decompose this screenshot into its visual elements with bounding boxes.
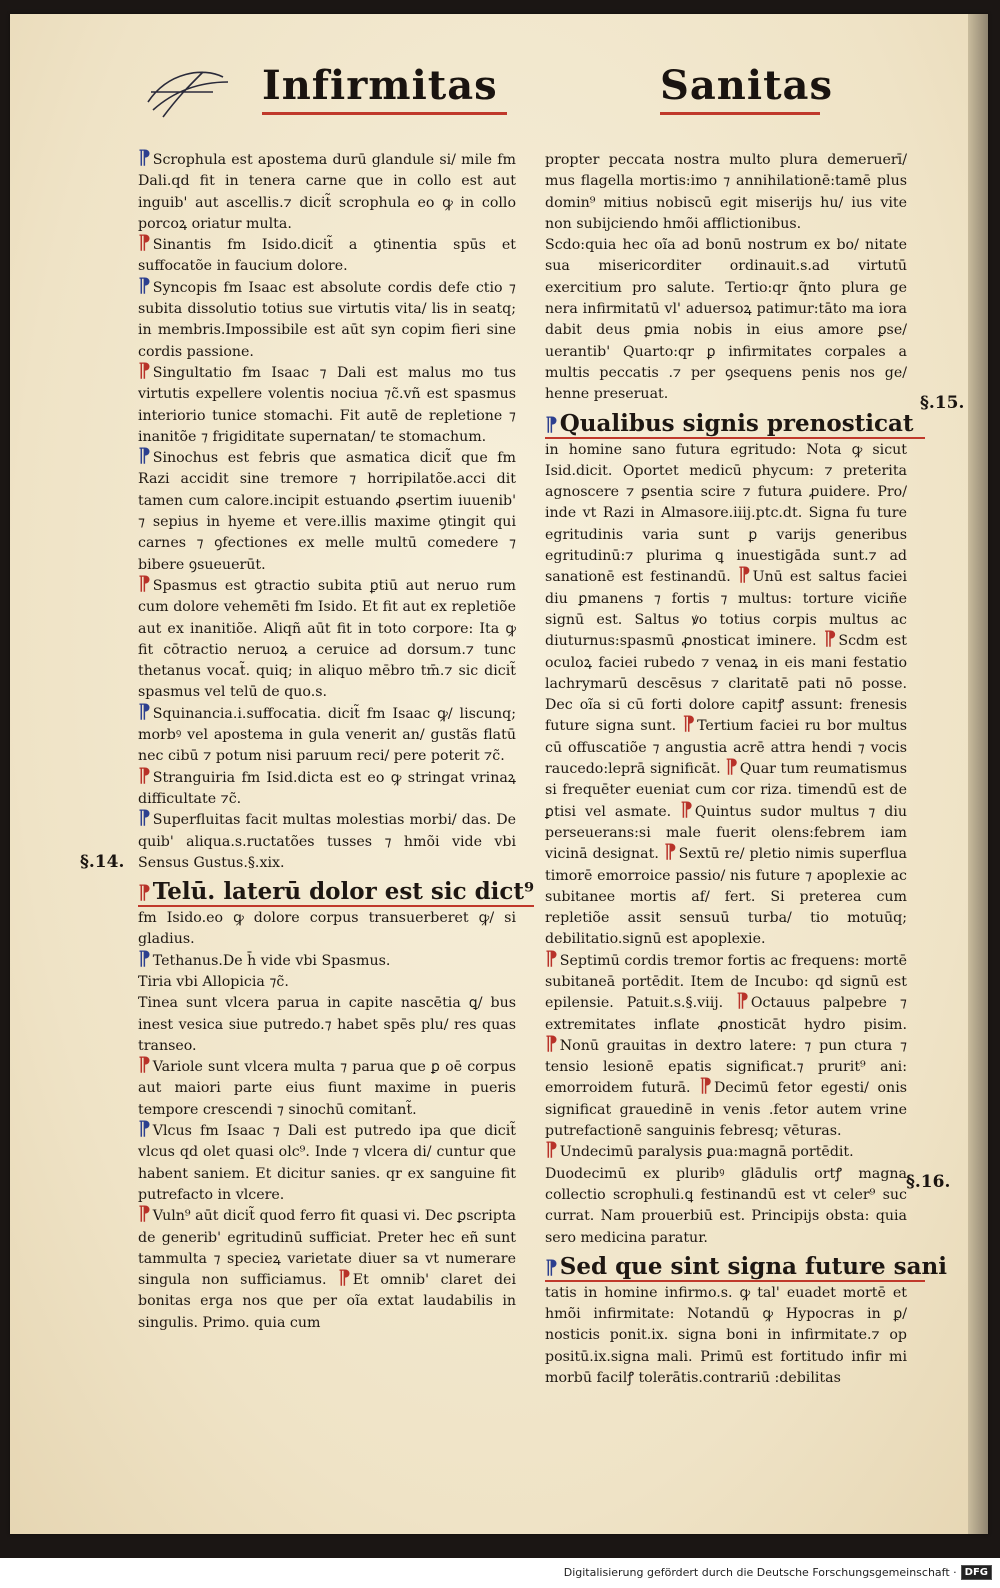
running-head-right: Sanitas (660, 62, 833, 109)
paragraph-mark-icon: ⁋ (138, 945, 151, 970)
running-head-right-rule (660, 112, 820, 115)
entry-tethanus: ⁋ Tethanus.De h̄ vide vbi Spasmus. (138, 945, 391, 970)
paragraph-mark-icon: ⁋ (545, 411, 558, 436)
paragraph-mark-icon: ⁋ (138, 145, 151, 169)
entry-superfluitas: ⁋ Superfluitas facit multas molestias morbi/ das. De quib' aliqua.s.ructatões tusses ⁊ hmõi vide vbi Sensus Gustus.§.xix. (138, 805, 516, 871)
footer-credit (564, 1565, 992, 1580)
paragraph-mark-icon: ⁋ (138, 272, 151, 297)
heading-signa-sanitatis: ⁋Sed que sint signa future sani (545, 1252, 947, 1280)
entry-syncopis: ⁋ Syncopis fm Isaac est absolute cordis defe ctio ⁊ subita dissolutio totius sue virtutis vita/ lis in seatq; in membris.Impossibile est aūt syn copim fieri sine cordis passione. (138, 272, 516, 360)
paragraph-mark-icon: ⁋ (138, 1052, 151, 1077)
section-mark-15: §.15. (920, 393, 965, 413)
heading-telum: ⁋Telū. laterū dolor est sic dict⁹ (138, 878, 535, 906)
paragraph-mark-icon: ⁋ (545, 1137, 558, 1162)
paragraph-mark-icon: ⁋ (699, 1073, 712, 1098)
entry-duodecimum: Duodecimū ex pluribꝰ glādulis ortꝭ magna collectio scrophuli.ꝗ festinandū est vt celer⁹ suc currat. Nam prouerbiū est. Principijs obsta: quia sero medicina paratur. (545, 1165, 907, 1246)
entry-telum-text: fm Isido.eo ꝙ dolore corpus transuerberet ꝙ/ si gladius. (138, 910, 516, 948)
section-mark-14: §.14. (80, 852, 125, 872)
entry-variole: ⁋ Variole sunt vlcera multa ⁊ parua que ꝑ oē corpus aut maiori parte eius fiunt maxime in pueris tempore crescendi ⁊ sinochū comitant̃. (138, 1052, 516, 1118)
paragraph-mark-icon: ⁋ (545, 945, 558, 970)
paragraph-mark-icon: ⁋ (138, 230, 151, 255)
entry-singultatio: ⁋ Singultatio fm Isaac ⁊ Dali est malus mo tus virtutis expellere volentis nociua ⁊c̃.vñ est spasmus interiorio tunice stomachi. Fit autē de repletione ⁊ inanitõe ⁊ frigiditate supernatan/ te stomachum. (138, 357, 516, 445)
paragraph-mark-icon: ⁋ (823, 626, 837, 651)
section-mark-16: §.16. (906, 1172, 951, 1192)
pen-flourish-icon (143, 62, 233, 122)
paragraph-mark-icon: ⁋ (138, 762, 151, 787)
entry-spasmus: ⁋ Spasmus est ꝯtractio subita ꝑtiū aut neruo rum cum dolore vehemēti fm Isido. Et fit aut ex repletiõe aut ex inanitiõe. Aliqñ aūt fit in toto corpore: Ita ꝙ fit cōtractio neruoꝝ a ceruice ad dorsum.⁊ tunc thetanus vocat̃. quiq; in aliquo mēbro tm̄.⁊ sic dicit̃ spasmus vel telū de quo.s. (138, 570, 516, 701)
paragraph-mark-icon: ⁋ (138, 570, 151, 595)
entry-tinea: Tinea sunt vlcera parua in capite nascētia ꝗ/ bus inest vesica siue putredo.⁊ habet spēs plu/ res quas transeo. (138, 995, 516, 1054)
paragraph-mark-icon: ⁋ (737, 562, 751, 587)
left-text-column (138, 145, 535, 1334)
entry-signa-futura: in homine sano futura egritudo: Nota ꝙ sicut Isid.dicit. Oportet medicū phycum: ⁊ preterita agnoscere ⁊ ꝑsentia scire ⁊ futura ꝓuidere. Pro/ inde vt Razi in Almasore.iiij.ptc.dt. Signa fu ture egritudinis varia sunt ꝑ varijs generibus egritudinū:⁊ plurima ꝗ inuestigāda sunt.⁊ ad sanationē est festinandū. ⁋ Unū est saltus faciei diu ꝑmanens ⁊ fortis ⁊ multus: torture viciñe signū est. Saltus ꝟo totius corpis multus ac diuturnus:spasmū ꝓnosticat iminere. ⁋ Scdm est oculoꝝ faciei rubedo ⁊ venaꝝ in eis mani festatio lachrymarū descēsus ⁊ claritatē pati nō posse. Dec oĩa si cū forti dolore capitꝭ assunt: frenesis future signa sunt. ⁋ Tertium faciei ru bor multus cū offuscatiõe ⁊ angustia acrē attra hendi ⁊ vocis raucedo:leprā significāt. ⁋ Quar tum reumatismus si frequēter eueniat cum cor riza. timendū est de ꝑtisi vel asmate. ⁋ Quintus sudor multus ⁊ diu perseuerans:si male fuerit olens:febrem iam vicinā designat. ⁋ Sextū re/ pletio nimis superflua timorē emorroice passio/ nis future ⁊ apoplexie ac subitanee mortis af/ fert. Si preterea cum repletiõe assit sensuū turba/ tio motuūq; debilitatio.signū est apoplexie. (545, 441, 907, 948)
entry-continuation: propter peccata nostra multo plura demeruerī/ mus flagella mortis:imo ⁊ annihilationē:tamē plus domin⁹ mitius nobiscū egit miserijs hu/ ius vite non subijciendo hmõi afflictionibus. (545, 152, 907, 232)
entry-signa-sanitatis: tatis in homine infirmo.s. ꝙ tal' euadet mortē et hmõi infirmitate: Notandū ꝙ Hypocras in ꝑ/ nosticis ponit.ix. signa boni in infirmitate.⁊ op positū.ix.signa mali. Primū est fortitudo infir mi morbū facilꝭ tolerātis.contrariū :debilitas (545, 1284, 907, 1387)
entry-squinancia: ⁋ Squinancia.i.suffocatia. dicit̃ fm Isaac ꝙ/ liscunq; morbꝰ vel apostema in gula venerit an/ gustãs flatū nec cibū ⁊ potum nisi paruum reci/ pere poterit ⁊c̃. (138, 698, 516, 765)
paragraph-mark-icon: ⁋ (338, 1265, 351, 1290)
paragraph-mark-icon: ⁋ (545, 1254, 558, 1279)
paragraph-mark-icon: ⁋ (138, 805, 151, 830)
entry-vulnus: ⁋ Vuln⁹ aūt dicit̃ quod ferro fit quasi vi. Dec ꝑscripta de generib' egritudinū sufficiat. Preter hec eñ sunt tammulta ⁊ specieꝝ varietate diuer sa vt numerare singula non sufficiamus. ⁋ Et omnib' claret dei bonitas erga nos que per oĩa extat laudabilis in singulis. Primo. quia cum (138, 1201, 516, 1331)
running-head-left: Infirmitas (262, 62, 498, 109)
paragraph-mark-icon: ⁋ (138, 698, 151, 723)
paragraph-mark-icon: ⁋ (138, 443, 151, 468)
footer-text: Digitalisierung gefördert durch die Deutsche Forschungsgemeinschaft · (563, 1566, 957, 1579)
dfg-logo: DFG (961, 1565, 992, 1580)
entry-vlcus: ⁋ Vlcus fm Isaac ⁊ Dali est putredo ipa que dicit̃ vlcus qd olet quasi olc⁹. Inde ⁊ vlcera di/ cuntur que habent saniem. Et dicitur sanies. qr ex sanguine fit putrefacto in vlcere. (138, 1116, 516, 1203)
page-edge (968, 14, 988, 1534)
paragraph-mark-icon: ⁋ (725, 754, 738, 779)
entry-tiria: Tiria vbi Allopicia ⁊c̃. (138, 973, 289, 990)
paragraph-mark-icon: ⁋ (682, 711, 696, 736)
heading-qualibus-signis: ⁋Qualibus signis prenosticat (545, 409, 914, 437)
paragraph-mark-icon: ⁋ (138, 357, 151, 382)
paragraph-mark-icon: ⁋ (545, 1030, 558, 1055)
paragraph-mark-icon: ⁋ (663, 839, 677, 864)
paragraph-mark-icon: ⁋ (138, 1201, 151, 1226)
entry-sinochus: ⁋ Sinochus est febris que asmatica dicit̃ que fm Razi accidit sine tremore ⁊ horripilatõe.acci dit tamen cum calore.incipit estuando ꝓsertim iuuenib' ⁊ sepius in hyeme et vere.illis maxime ꝯtingit qui carnes ⁊ ꝯfectiones ex melle multū comedere ⁊ bibere ꝯsueuerūt. (138, 443, 516, 573)
paragraph-mark-icon: ⁋ (736, 988, 749, 1013)
entry-septimum: ⁋ Septimū cordis tremor fortis ac frequens: mortē subitaneā portēdit. Item de Incubo: qd signū est epilensie. Patuit.s.§.viij. ⁋ Octauus palpebre ⁊ extremitates inflate ꝓnosticāt hydro pisim. ⁋ Nonū grauitas in dextro latere: ⁊ pun ctura ⁊ tensio lesionē epatis significat.⁊ prurit⁹ ani: emorroidem futurā. ⁋ Decimū fetor egesti/ onis significat grauedinē in venis .fetor autem vrine putrefactionē sanguinis febresq; vēturas. (545, 945, 908, 1140)
entry-secundo: Scdo:quia hec oĩa ad bonū nostrum ex bo/ nitate sua misericorditer ordinauit.s.ad virtutū exercitium pro salute. Tertio:qr q̃nto plura ge nera infirmitatū vl' aduersoꝝ patimur:tāto ma iora dabit deus ꝑmia nobis in eius amore ꝑse/ uerantib' Quarto:qr ꝑ infirmitates corpales a multis peccatis .⁊ per ꝯsequens penis nos ge/ henne preseruat. (545, 237, 907, 403)
entry-sinantis: ⁋ Sinantis fm Isido.dicit̃ a ꝯtinentia spūs et suffocatõe in faucium dolore. (138, 230, 516, 275)
paragraph-mark-icon: ⁋ (680, 796, 693, 821)
paragraph-mark-icon: ⁋ (138, 1116, 151, 1141)
paragraph-mark-icon: ⁋ (138, 880, 151, 905)
entry-undecimum: ⁋ Undecimū paralysis ꝑua:magnā portēdit. (545, 1137, 854, 1162)
entry-stranguiria: ⁋ Stranguiria fm Isid.dicta est eo ꝙ stringat vrinaꝝ difficultate ⁊c̃. (138, 762, 516, 807)
running-head-left-rule (262, 112, 507, 115)
entry-scrophula: ⁋ Scrophula est apostema durū glandule si/ mile fm Dali.qd fit in tenera carne que in collo est aut inguib' aut ascellis.⁊ dicit̃ scrophula eo ꝙ in collo porcoꝝ oriatur multa. (138, 145, 516, 232)
